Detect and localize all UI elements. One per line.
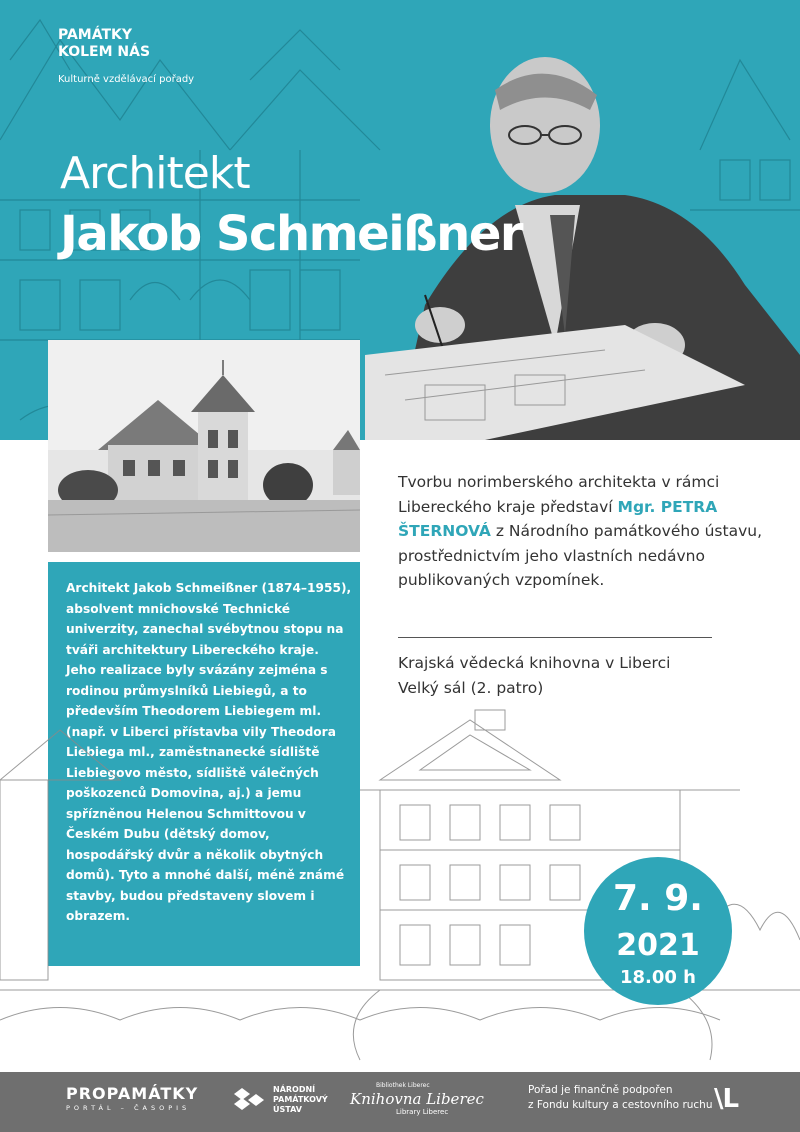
npu-name-line1: NÁRODNÍ	[273, 1085, 316, 1094]
npu-logo-icon	[232, 1086, 266, 1114]
library-logo: Knihovna Liberec	[350, 1090, 484, 1108]
event-time: 18.00 h	[619, 967, 697, 988]
venue-room: Velký sál (2. patro)	[398, 678, 544, 697]
event-year: 2021	[616, 928, 700, 963]
villa-photo	[48, 340, 360, 552]
about-text: Architekt Jakob Schmeißner (1874–1955), absolvent mnichovské Technické univerzity, zanechal svébytnou stopu na tváři architektury Libereckého kraje. Jeho realizace byly svázány zejména s rodinou průmyslníků Liebiegů, a to především Theodorem Liebiegem ml. (např. v Liberci přístavba vily Theodora Liebiega ml., zaměstnanecké sídliště Liebiegovo město, sídliště válečných poškozenců Domovina, aj.) a jemu spřízněnou Helenou Schmittovou v Českém Dubu (dětský domov, hospodářský dvůr a několik obytných domů). Tyto a mnohé další, méně známé stavby, budou představeny slovem i obrazem.	[66, 581, 352, 923]
poster-title-line2: Jakob Schmeißner	[60, 206, 523, 262]
footer-bar	[0, 1072, 800, 1132]
description-rest: z Národního památkového ústavu, prostřednictvím jeho vlastních nedávno publikovaných vzpomínek.	[398, 522, 762, 589]
grant-text-line2: z Fondu kultury a cestovního ruchu	[528, 1099, 713, 1111]
poster-title-line1: Architekt	[60, 148, 250, 199]
npu-name-line3: ÚSTAV	[273, 1105, 302, 1114]
event-day: 7. 9.	[613, 878, 703, 919]
divider	[398, 637, 712, 638]
series-subtitle: Kulturně vzdělávací pořady	[58, 74, 195, 85]
series-logo	[58, 27, 150, 61]
propamatky-logo: PROPAMÁTKY	[66, 1084, 199, 1103]
npu-name-line2: PAMÁTKOVÝ	[273, 1095, 328, 1104]
grant-text-line1: Pořad je finančně podpořen	[528, 1084, 673, 1096]
library-logo-sub: Library Liberec	[396, 1108, 449, 1116]
propamatky-tagline: PORTÁL – ČASOPIS	[66, 1104, 191, 1112]
series-title-line1: PAMÁTKY	[58, 27, 133, 43]
event-description	[398, 470, 778, 593]
description-intro: Tvorbu norimberského architekta v rámci Libereckého kraje představí	[398, 473, 720, 516]
library-logo-small: Bibliothek Liberec	[376, 1082, 430, 1089]
al-logo: \L	[714, 1084, 739, 1114]
series-title-line2: KOLEM NÁS	[58, 44, 151, 60]
speaker-name: Mgr. PETRA ŠTERNOVÁ	[398, 497, 718, 540]
venue-name: Krajská vědecká knihovna v Liberci	[398, 654, 671, 672]
